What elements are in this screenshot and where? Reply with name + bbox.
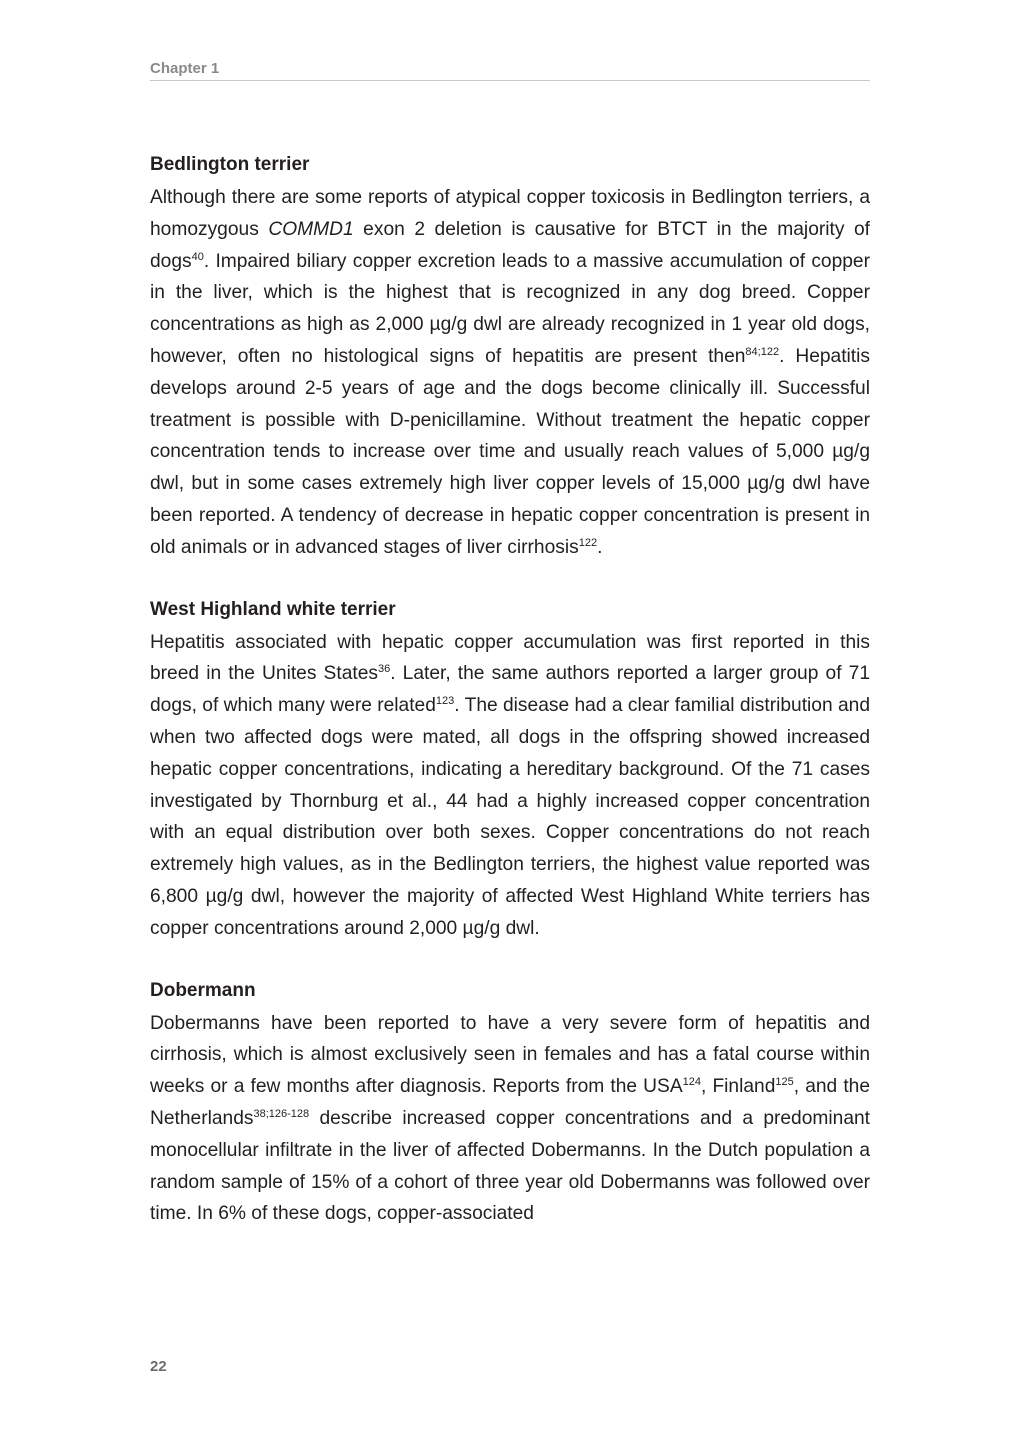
main-content <box>150 150 870 1261</box>
section-heading: Bedlington terrier <box>150 154 310 175</box>
section-heading: Dobermann <box>150 979 256 1001</box>
section-heading: West Highland white terrier <box>150 598 396 620</box>
text-run: . Impaired biliary copper excretion leads to a massive accumulation of copper in the liver, which is the highest that is recognized in any dog breed. Copper concentrations as high as 2,000 µg/g dwl are already recognized in 1 year old dogs, however, often no histological signs of hepatitis are present then <box>150 250 870 367</box>
citation-superscript: 124 <box>682 1076 701 1089</box>
citation-superscript: 40 <box>191 250 204 263</box>
text-run: . The disease had a clear familial distribution and when two affected dogs were mated, all dogs in the offspring showed increased hepatic copper concentrations, indicating a hereditary background. Of the 71 cases investigated by Thornburg et al., 44 had a highly increased copper concentration with an equal distribution over both sexes. Copper concentrations do not reach extremely high values, as in the Bedlington terriers, the highest value reported was 6,800 µg/g dwl, however the majority of affected West Highland White terriers has copper concentrations around 2,000 µg/g dwl. <box>150 695 870 939</box>
italic-term: COMMD1 <box>268 218 354 240</box>
text-run: . Hepatitis develops around 2-5 years of age and the dogs become clinically ill. Successful treatment is possible with D-penicillamine. Without treatment the hepatic copper concentration tends to increase over time and usually reach values of 5,000 µg/g dwl, but in some cases extremely high liver copper levels of 15,000 µg/g dwl have been reported. A tendency of decrease in hepatic copper concentration is present in old animals or in advanced stages of liver cirrhosis <box>150 345 870 558</box>
section-dobermann <box>150 976 870 1231</box>
text-run: . <box>597 536 603 558</box>
running-header: Chapter 1 <box>150 60 870 81</box>
text-run: Although there are some reports of atypical copper toxicosis in Bedlington terriers, a homozygous <box>150 187 870 240</box>
citation-superscript: 125 <box>775 1076 794 1089</box>
citation-superscript: 123 <box>435 695 455 708</box>
section-west-highland <box>150 595 870 945</box>
section-bedlington <box>150 150 870 564</box>
page-number: 22 <box>150 1358 167 1375</box>
section-paragraph <box>150 182 870 564</box>
text-run: . Later, the same authors reported a larger group of 71 dogs, of which many were related <box>150 663 870 717</box>
citation-superscript: 84;122 <box>745 345 780 358</box>
text-run: , Finland <box>700 1076 776 1098</box>
text-run: describe increased copper concentrations and a predominant monocellular infiltrate in the liver of affected Dobermanns. In the Dutch population a random sample of 15% of a cohort of three year old Dobermanns was followed over time. In 6% of these dogs, copper-associated <box>150 1107 870 1225</box>
section-paragraph <box>150 627 870 945</box>
text-run: exon 2 deletion is causative for BTCT in the majority of dogs <box>150 218 870 272</box>
citation-superscript: 38;126-128 <box>253 1107 310 1120</box>
text-run: Dobermanns have been reported to have a very severe form of hepatitis and cirrhosis, which is almost exclusively seen in females and has a fatal course within weeks or a few months after diagnosis. Reports from the USA <box>150 1012 870 1098</box>
section-paragraph <box>150 1008 870 1231</box>
text-run: Hepatitis associated with hepatic copper accumulation was first reported in this breed in the Unites States <box>150 631 870 685</box>
citation-superscript: 36 <box>377 663 391 676</box>
text-run: , and the Netherlands <box>150 1076 871 1129</box>
citation-superscript: 122 <box>578 536 598 549</box>
